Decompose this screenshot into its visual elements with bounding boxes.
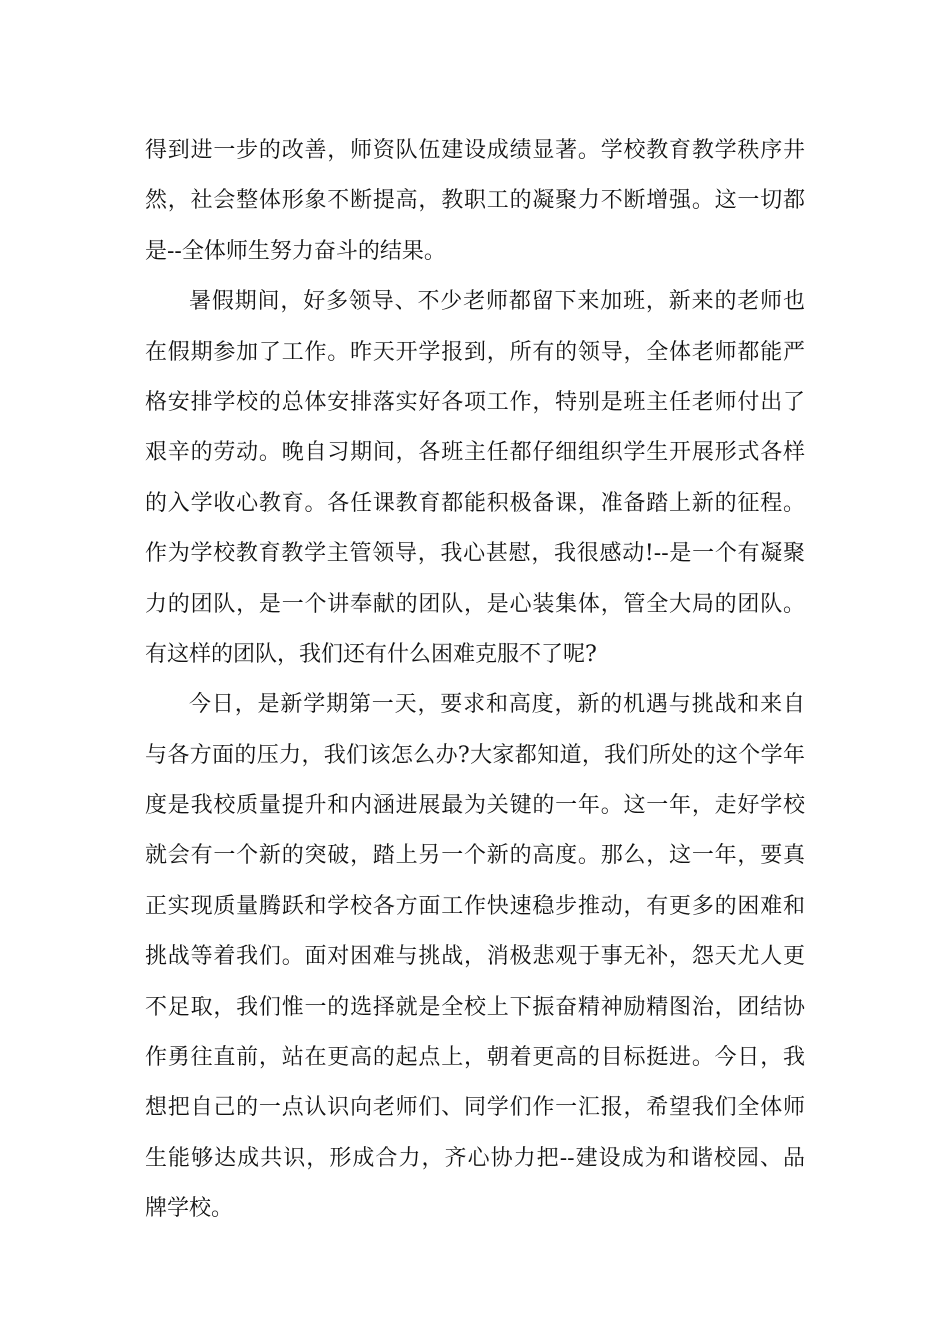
text-line: 今日，是新学期第一天，要求和高度，新的机遇与挑战和来自 [189,692,805,718]
text-line: 就会有一个新的突破，踏上另一个新的高度。那么，这一年，要真 [145,843,805,869]
paragraph-3 [145,680,805,1234]
text-line: 是--全体师生努力奋斗的结果。 [145,238,446,264]
text-line: 度是我校质量提升和内涵进展最为关键的一年。这一年，走好学校 [145,793,805,819]
text-line: 在假期参加了工作。昨天开学报到，所有的领导，全体老师都能严 [145,339,805,365]
text-line: 与各方面的压力，我们该怎么办?大家都知道，我们所处的这个学年 [145,742,805,768]
paragraph-2 [145,277,805,680]
text-line: 然，社会整体形象不断提高，教职工的凝聚力不断增强。这一切都 [145,188,805,214]
text-line: 正实现质量腾跃和学校各方面工作快速稳步推动，有更多的困难和 [145,893,805,919]
text-line: 不足取，我们惟一的选择就是全校上下振奋精神励精图治，团结协 [145,994,805,1020]
text-line: 牌学校。 [145,1196,234,1222]
text-line: 格安排学校的总体安排落实好各项工作，特别是班主任老师付出了 [145,389,805,415]
text-line: 挑战等着我们。面对困难与挑战，消极悲观于事无补，怨天尤人更 [145,944,805,970]
paragraph-1 [145,126,805,277]
text-line: 艰辛的劳动。晚自习期间，各班主任都仔细组织学生开展形式各样 [145,440,805,466]
text-line: 得到进一步的改善，师资队伍建设成绩显著。学校教育教学秩序井 [145,138,805,163]
text-line: 作为学校教育教学主管领导，我心甚慰，我很感动!--是一个有凝聚 [145,541,805,567]
text-line: 力的团队，是一个讲奉献的团队，是心装集体，管全大局的团队。 [145,591,805,617]
document-body [145,126,805,1235]
text-line: 暑假期间，好多领导、不少老师都留下来加班，新来的老师也 [189,289,805,315]
text-line: 作勇往直前，站在更高的起点上，朝着更高的目标挺进。今日，我 [145,1045,805,1071]
text-line: 生能够达成共识，形成合力，齐心协力把--建设成为和谐校园、品 [145,1145,805,1171]
text-line: 想把自己的一点认识向老师们、同学们作一汇报，希望我们全体师 [145,1095,805,1121]
text-line: 有这样的团队，我们还有什么困难克服不了呢? [145,641,597,667]
text-line: 的入学收心教育。各任课教育都能积极备课，准备踏上新的征程。 [145,490,805,516]
